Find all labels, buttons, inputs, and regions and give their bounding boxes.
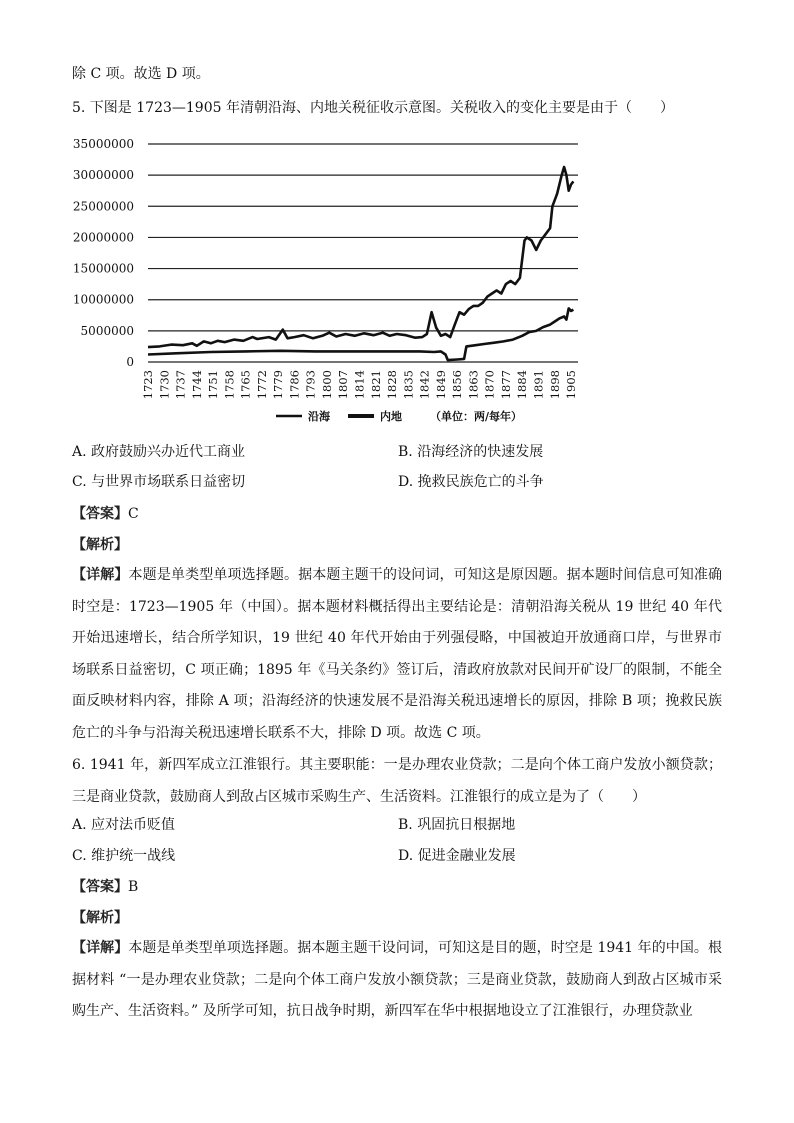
x-axis-ticks xyxy=(141,370,578,399)
q5-option-b: B. 沿海经济的快速发展 xyxy=(398,444,544,460)
q6-detail-text: 本题是单类型单项选择题。据本题主题干设问词，可知这是目的题，时空是 1941 年的中国。根据材料 “一是办理农业贷款；二是向个体工商户发放小额贷款；三是商业贷款，鼓励商人到敌占区城市采购生产、生活资料。” 及所学可知，抗日战争时期，新四军在华中根据地设立了江淮银行，办理贷款业 xyxy=(72,940,723,1020)
series-line-沿海 xyxy=(148,167,573,347)
x-tick-label: 1814 xyxy=(352,370,367,400)
legend-label: 内地 xyxy=(380,410,402,423)
q6-answer-label: 【答案】 xyxy=(72,879,128,895)
x-tick-label: 1793 xyxy=(303,370,318,400)
chart-grid xyxy=(148,144,578,362)
y-tick-label: 15000000 xyxy=(72,261,134,276)
x-tick-label: 1877 xyxy=(498,370,513,400)
x-tick-label: 1779 xyxy=(271,370,286,400)
x-tick-label: 1751 xyxy=(206,370,221,400)
x-tick-label: 1870 xyxy=(482,370,497,400)
q5-detail-paragraph xyxy=(72,560,722,750)
x-tick-label: 1849 xyxy=(433,370,448,400)
q5-analysis-label: 【解析】 xyxy=(72,537,128,553)
question-5-stem: 5. 下图是 1723—1905 年清朝沿海、内地关税征收示意图。关税收入的变化主要是由于（ ） xyxy=(72,100,674,116)
q6-option-d: D. 促进金融业发展 xyxy=(398,848,516,864)
x-tick-label: 1821 xyxy=(368,370,383,400)
q6-detail-paragraph xyxy=(72,933,722,1028)
x-tick-label: 1730 xyxy=(157,370,172,400)
question-6-stem: 6. 1941 年，新四军成立江淮银行。其主要职能：一是办理农业贷款；二是向个体工商户发放小额贷款；三是商业贷款，鼓励商人到敌占区城市采购生产、生活资料。江淮银行的成立是为了（ ） xyxy=(72,757,722,805)
x-tick-label: 1744 xyxy=(189,370,204,400)
y-tick-label: 20000000 xyxy=(72,230,134,245)
q5-answer-value: C xyxy=(128,506,139,522)
x-tick-label: 1884 xyxy=(515,370,530,400)
y-tick-label: 30000000 xyxy=(72,168,134,183)
q5-detail-label: 【详解】 xyxy=(72,567,129,583)
chart-svg xyxy=(72,130,592,432)
y-tick-label: 25000000 xyxy=(72,199,134,214)
x-tick-label: 1842 xyxy=(417,370,432,400)
x-tick-label: 1828 xyxy=(385,370,400,400)
x-tick-label: 1898 xyxy=(547,370,562,400)
x-tick-label: 1891 xyxy=(531,370,546,400)
x-tick-label: 1737 xyxy=(173,370,188,400)
q5-answer-label: 【答案】 xyxy=(72,506,128,522)
chart-legend xyxy=(276,409,522,423)
x-tick-label: 1856 xyxy=(450,370,465,400)
previous-answer-tail: 除 C 项。故选 D 项。 xyxy=(72,66,210,82)
y-tick-label: 10000000 xyxy=(72,292,134,307)
x-tick-label: 1758 xyxy=(222,370,237,400)
legend-label: 沿海 xyxy=(308,410,330,423)
x-tick-label: 1905 xyxy=(564,370,579,400)
q6-answer-value: B xyxy=(128,879,139,895)
q6-option-b: B. 巩固抗日根据地 xyxy=(398,817,516,833)
x-tick-label: 1723 xyxy=(141,370,155,400)
q6-answer-line xyxy=(72,877,138,897)
q5-option-a: A. 政府鼓励兴办近代工商业 xyxy=(72,444,246,460)
x-tick-label: 1863 xyxy=(466,370,481,400)
legend-unit: （单位：两/每年） xyxy=(430,410,523,423)
y-tick-label: 35000000 xyxy=(72,137,134,151)
y-tick-label: 5000000 xyxy=(80,323,134,338)
x-tick-label: 1800 xyxy=(319,370,334,400)
q6-option-a: A. 应对法币贬值 xyxy=(72,817,176,833)
x-tick-label: 1786 xyxy=(287,370,302,400)
x-tick-label: 1807 xyxy=(336,370,351,400)
y-axis-ticks xyxy=(73,137,134,369)
x-tick-label: 1772 xyxy=(254,370,269,400)
q5-answer-line xyxy=(72,504,139,524)
q6-option-c: C. 维护统一战线 xyxy=(72,848,176,864)
q5-option-d: D. 挽救民族危亡的斗争 xyxy=(398,474,544,490)
x-tick-label: 1835 xyxy=(401,370,416,400)
q6-detail-label: 【详解】 xyxy=(72,940,129,956)
q5-detail-text: 本题是单类型单项选择题。据本题主题干的设问词，可知这是原因题。据本题时间信息可知准确时空是：1723—1905 年（中国）。据本题材料概括得出主要结论是：清朝沿海关税从 19 世纪 40 年代开始迅速增长，结合所学知识，19 世纪 40 年代开始由于列强侵略，中国被迫开放通商口岸，与世界市场联系日益密切，C 项正确；1895 年《马关条约》签订后，清政府放款对民间开矿设厂的限制，不能全面反映材料内容，排除 A 项；沿海经济的快速发展不是沿海关税迅速增长的原因，排除 B 项；挽救民族危亡的斗争与沿海关税迅速增长联系不大，排除 D 项。故选 C 项。 xyxy=(72,567,723,741)
y-tick-label: 0 xyxy=(126,355,134,369)
q5-option-c: C. 与世界市场联系日益密切 xyxy=(72,474,246,490)
q6-analysis-label: 【解析】 xyxy=(72,910,128,926)
x-tick-label: 1765 xyxy=(238,370,253,400)
tariff-line-chart xyxy=(72,130,592,432)
